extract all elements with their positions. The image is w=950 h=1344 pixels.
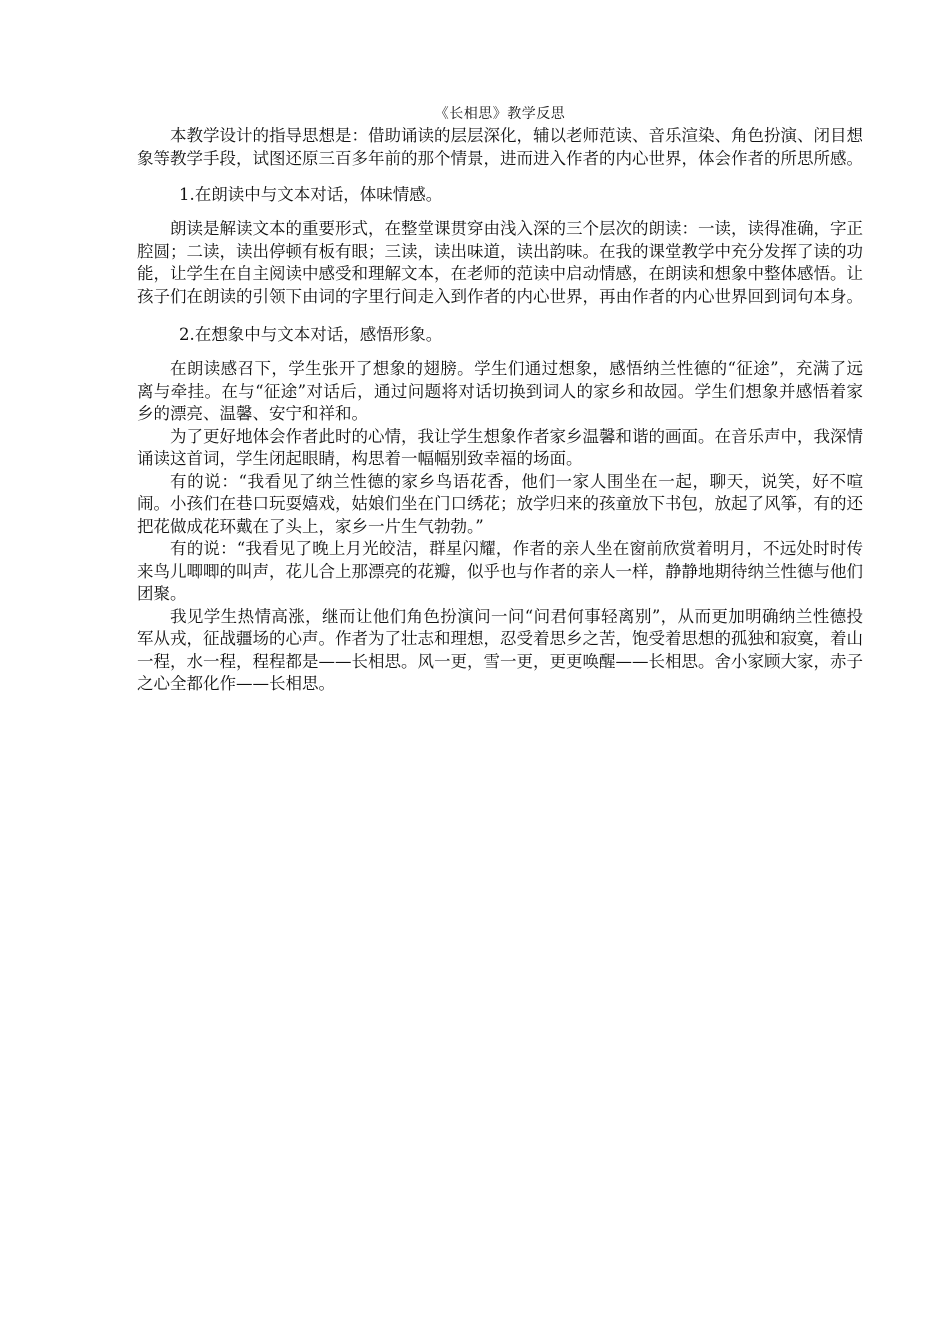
section-2-paragraph-2: 为了更好地体会作者此时的心情，我让学生想象作者家乡温馨和谐的画面。在音乐声中，我深情诵读这首词，学生闭起眼睛，构思着一幅幅别致幸福的场面。 xyxy=(137,426,863,468)
document-body xyxy=(137,103,863,696)
section-1-paragraph: 朗读是解读文本的重要形式，在整堂课贯穿由浅入深的三个层次的朗读：一读，读得准确，字正腔圆；二读，读出停顿有板有眼；三读，读出味道，读出韵味。在我的课堂教学中充分发挥了读的功能，让学生在自主阅读中感受和理解文本，在老师的范读中启动情感，在朗读和想象中整体感悟。让孩子们在朗读的引领下由词的字里行间走入到作者的内心世界，再由作者的内心世界回到词句本身。 xyxy=(137,219,863,306)
section-2-paragraph-1: 在朗读感召下，学生张开了想象的翅膀。学生们通过想象，感悟纳兰性德的“征途”，充满了远离与牵挂。在与“征途”对话后，通过问题将对话切换到词人的家乡和故园。学生们想象并感悟着家乡的漂亮、温馨、安宁和祥和。 xyxy=(137,359,863,423)
section-1-heading: 1.在朗读中与文本对话，体味情感。 xyxy=(179,185,443,204)
section-2-paragraph-5: 我见学生热情高涨，继而让他们角色扮演问一问“问君何事轻离别”，从而更加明确纳兰性德投军从戎，征战疆场的心声。作者为了壮志和理想，忍受着思乡之苦，饱受着思想的孤独和寂寞，着山一程，水一程，程程都是——长相思。风一更，雪一更，更更唤醒——长相思。舍小家顾大家，赤子之心全都化作——长相思。 xyxy=(137,606,863,693)
section-2-paragraph-4: 有的说：“我看见了晚上月光皎洁，群星闪耀，作者的亲人坐在窗前欣赏着明月，不远处时时传来鸟儿唧唧的叫声，花儿合上那漂亮的花瓣，似乎也与作者的亲人一样，静静地期待纳兰性德与他们团聚。 xyxy=(137,539,863,603)
document-title: 《长相思》教学反思 xyxy=(434,106,566,122)
intro-paragraph: 本教学设计的指导思想是：借助诵读的层层深化，辅以老师范读、音乐渲染、角色扮演、闭目想象等教学手段，试图还原三百多年前的那个情景，进而进入作者的内心世界，体会作者的所思所感。 xyxy=(137,126,863,168)
section-2-paragraph-3: 有的说：“我看见了纳兰性德的家乡鸟语花香，他们一家人围坐在一起，聊天，说笑，好不喧闹。小孩们在巷口玩耍嬉戏，姑娘们坐在门口绣花；放学归来的孩童放下书包，放起了风筝，有的还把花做成花环戴在了头上，家乡一片生气勃勃。” xyxy=(137,471,863,536)
section-2-heading: 2.在想象中与文本对话，感悟形象。 xyxy=(179,325,443,344)
